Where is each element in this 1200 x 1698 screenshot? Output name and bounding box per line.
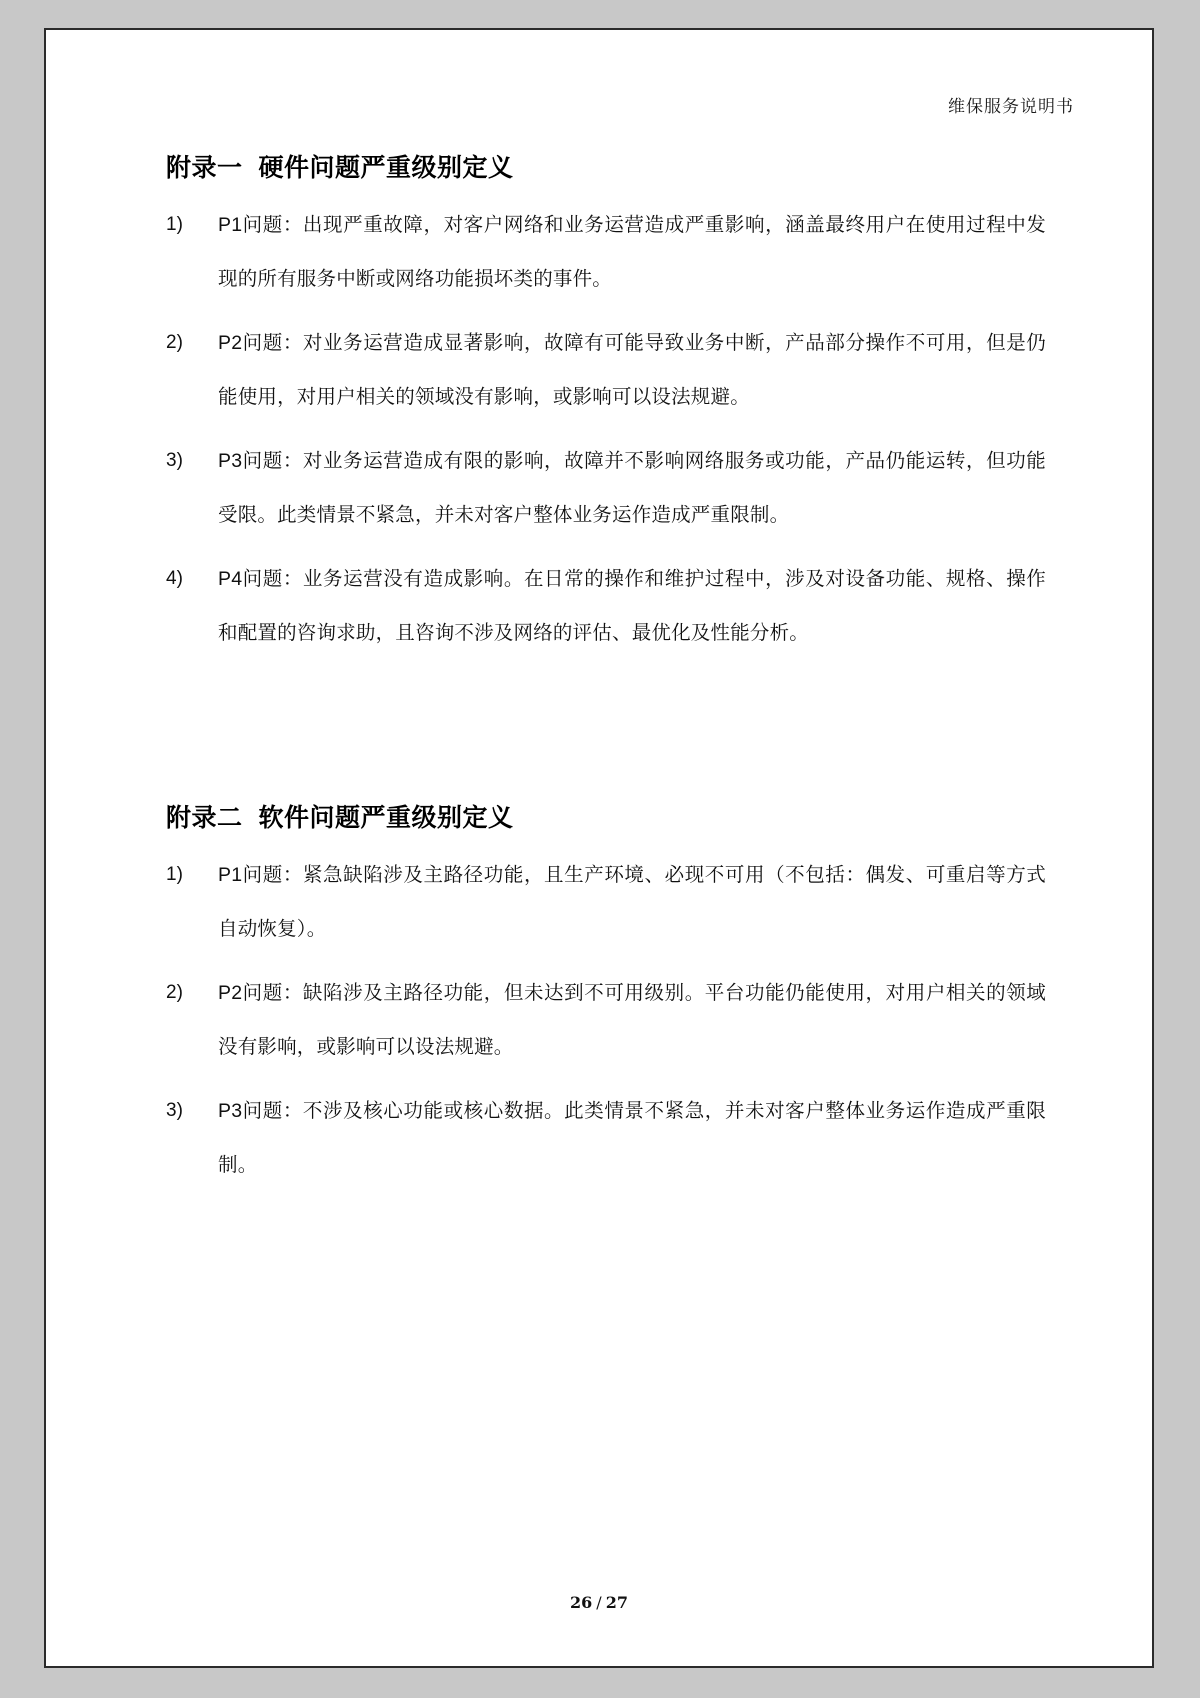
list-item-text: P2问题：对业务运营造成显著影响，故障有可能导致业务中断，产品部分操作不可用，但是仍能使用，对用户相关的领域没有影响，或影响可以设法规避。 [218, 332, 1046, 408]
page-content [166, 148, 1046, 1202]
section-appendix-two [166, 798, 1046, 1192]
section-one-number: 附录一 [166, 154, 243, 182]
list-marker: 3) [166, 1100, 183, 1121]
section-spacer [166, 670, 1046, 798]
section-two-title [166, 798, 1046, 834]
list-item-text: P1问题：出现严重故障，对客户网络和业务运营造成严重影响，涵盖最终用户在使用过程中发现的所有服务中断或网络功能损坏类的事件。 [218, 214, 1046, 290]
section-two-list [166, 848, 1046, 1192]
footer-current-page: 26 [570, 1593, 593, 1612]
footer-total-pages: 27 [605, 1593, 628, 1612]
list-item [166, 966, 1046, 1074]
list-marker: 1) [166, 864, 183, 885]
page-footer [46, 1593, 1152, 1612]
section-two-heading: 软件问题严重级别定义 [258, 804, 514, 832]
list-item [166, 552, 1046, 660]
list-item-text: P4问题：业务运营没有造成影响。在日常的操作和维护过程中，涉及对设备功能、规格、操作和配置的咨询求助，且咨询不涉及网络的评估、最优化及性能分析。 [218, 568, 1046, 644]
list-marker: 1) [166, 214, 183, 235]
list-marker: 2) [166, 332, 183, 353]
list-marker: 4) [166, 568, 183, 589]
section-two-number: 附录二 [166, 804, 243, 832]
list-item-text: P3问题：不涉及核心功能或核心数据。此类情景不紧急，并未对客户整体业务运作造成严重限制。 [218, 1100, 1046, 1176]
list-marker: 2) [166, 982, 183, 1003]
section-one-list [166, 198, 1046, 660]
list-item [166, 316, 1046, 424]
list-item-text: P3问题：对业务运营造成有限的影响，故障并不影响网络服务或功能，产品仍能运转，但功能受限。此类情景不紧急，并未对客户整体业务运作造成严重限制。 [218, 450, 1046, 526]
list-item [166, 848, 1046, 956]
list-item [166, 198, 1046, 306]
section-appendix-one [166, 148, 1046, 660]
list-item-text: P1问题：紧急缺陷涉及主路径功能，且生产环境、必现不可用（不包括：偶发、可重启等方式自动恢复）。 [218, 864, 1046, 940]
page-header: 维保服务说明书 [948, 97, 1074, 117]
footer-separator: / [596, 1593, 602, 1612]
list-item [166, 434, 1046, 542]
section-one-heading: 硬件问题严重级别定义 [258, 154, 514, 182]
list-item [166, 1084, 1046, 1192]
list-item-text: P2问题：缺陷涉及主路径功能，但未达到不可用级别。平台功能仍能使用，对用户相关的领域没有影响，或影响可以设法规避。 [218, 982, 1046, 1058]
section-one-title [166, 148, 1046, 184]
list-marker: 3) [166, 450, 183, 471]
document-page [44, 28, 1154, 1668]
